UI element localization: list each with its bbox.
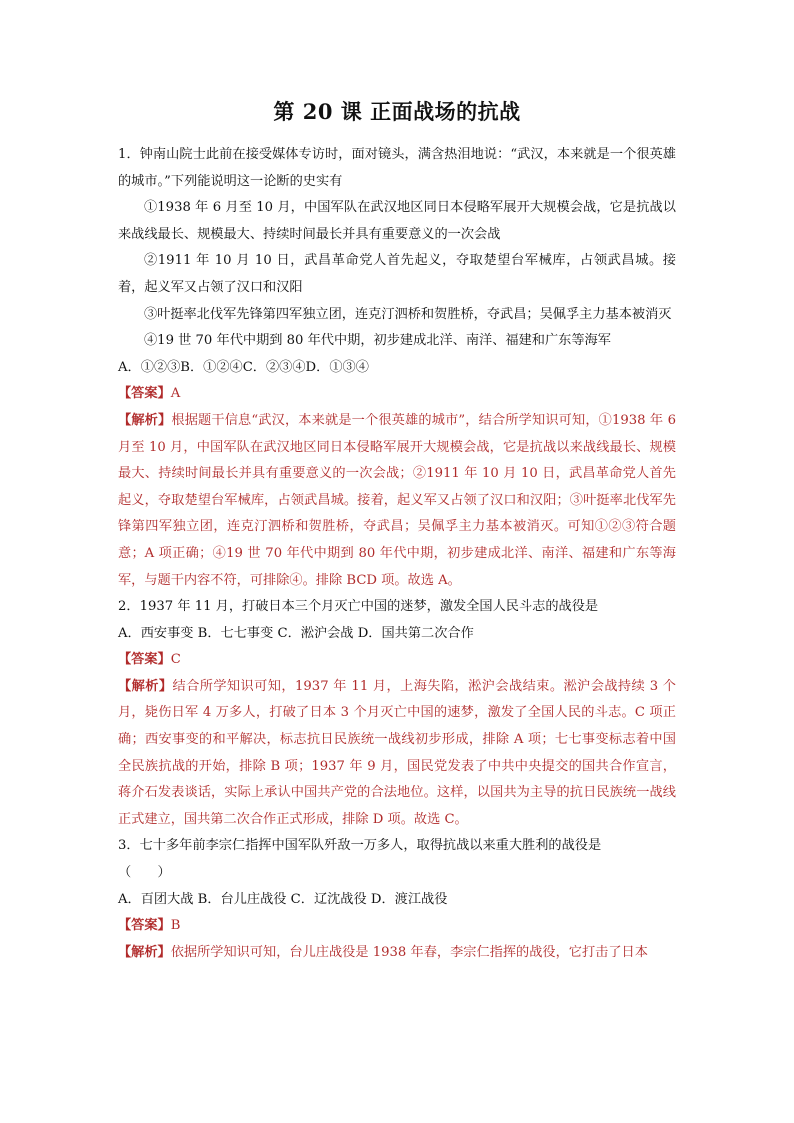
analysis-text: 结合所学知识可知，1937 年 11 月，上海失陷，淞沪会战结束。淞沪会战持续 3 个月，毙伤日军 4 万多人，打破了日本 3 个月灭亡中国的速梦，激发了全国人民的斗志。C 项正确；西安事变的和平解决，标志抗日民族统一战线初步形成，排除 A 项；七七事变标志着中国全民族抗战的开始，排除 B 项；1937 年 9 月，国民党发表了中共中央提交的国共合作宣言，蒋介石发表谈话，实际上承认中国共产党的合法地位。这样，以国共为主导的抗日民族统一战线正式建立，国共第二次合作正式形成，排除 D 项。故选 C。 [118,678,676,827]
analysis-label: 【解析】 [118,678,173,694]
answer-value: B [170,918,181,934]
question-1-item-2: ②1911 年 10 月 10 日，武昌革命党人首先起义，夺取楚望台军械库，占领武昌城。接着，起义军又占领了汉口和汉阳 [118,253,676,295]
question-3-answer [118,913,676,940]
question-2-analysis [118,674,676,834]
question-3-stem: 3．七十多年前李宗仁指挥中国军队歼敌一万多人，取得抗战以来重大胜利的战役是 [118,838,602,854]
answer-label: 【答案】 [118,652,171,668]
answer-label: 【答案】 [118,918,171,934]
answer-label: 【答案】 [118,386,171,402]
question-1-options: A．①②③B．①②④C．②③④D．①③④ [118,359,369,375]
page-title: 第 20 课 正面战场的抗战 [273,99,521,124]
question-2-options: A．西安事变 B．七七事变 C．淞沪会战 D．国共第二次合作 [118,625,474,641]
question-2-answer [118,647,676,674]
analysis-text: 依据所学知识可知，台儿庄战役是 1938 年春，李宗仁指挥的战役，它打击了日本 [170,944,648,960]
question-1-stem: 1．钟南山院士此前在接受媒体专访时，面对镜头，满含热泪地说：“武汉，本来就是一个很英雄的城市。”下列能说明这一论断的史实有 [118,147,676,189]
analysis-label: 【解析】 [118,412,172,428]
answer-value: A [170,386,181,402]
analysis-label: 【解析】 [118,944,171,960]
question-1-item-3: ③叶挺率北伐军先锋第四军独立团，连克汀泗桥和贺胜桥，夺武昌；吴佩孚主力基本被消灭 [144,306,672,322]
question-1-analysis [118,408,676,594]
question-3-options: A．百团大战 B．台儿庄战役 C．辽沈战役 D．渡江战役 [118,891,448,907]
question-1-answer [118,381,676,408]
question-1-item-1: ①1938 年 6 月至 10 月，中国军队在武汉地区同日本侵略军展开大规模会战，它是抗战以来战线最长、规模最大、持续时间最长并具有重要意义的一次会战 [118,200,676,242]
question-3-blank: （ ） [118,865,171,881]
question-1-item-4: ④19 世 70 年代中期到 80 年代中期，初步建成北洋、南洋、福建和广东等海军 [144,333,611,349]
question-2-stem: 2．1937 年 11 月，打破日本三个月灭亡中国的迷梦，激发全国人民斗志的战役是 [118,599,599,615]
analysis-text: 根据题干信息“武汉，本来就是一个很英雄的城市”，结合所学知识可知，①1938 年 6 月至 10 月，中国军队在武汉地区同日本侵略军展开大规模会战，它是抗战以来战线最长、规模最大、持续时间最长并具有重要意义的一次会战；②1911 年 10 月 10 日，武昌革命党人首先起义，夺取楚望台军械库，占领武昌城。接着，起义军又占领了汉口和汉阳；③叶挺率北伐军先锋第四军独立团，连克汀泗桥和贺胜桥，夺武昌；吴佩孚主力基本被消灭。可知①②③符合题意；A 项正确；④19 世 70 年代中期到 80 年代中期，初步建成北洋、南洋、福建和广东等海军，与题干内容不符，可排除④。排除 BCD 项。故选 A。 [118,412,676,588]
question-3-analysis [118,940,676,967]
answer-value: C [170,652,181,668]
document-body [118,142,676,966]
